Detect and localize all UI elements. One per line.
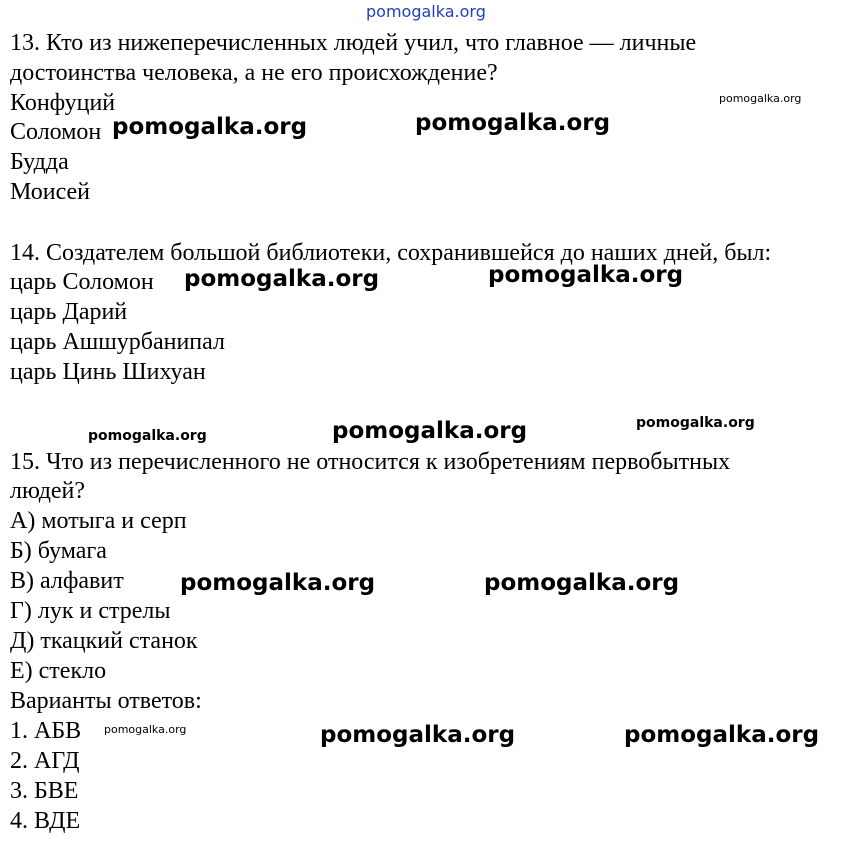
watermark: pomogalka.org	[112, 114, 308, 140]
answer-choice: 3. БВЕ	[10, 778, 79, 804]
question-15-option: Б) бумага	[10, 538, 107, 564]
question-13-option: Конфуций	[10, 90, 116, 116]
question-13-option: Будда	[10, 149, 69, 175]
question-15-option: В) алфавит	[10, 568, 124, 594]
question-15-option: Г) лук и стрелы	[10, 598, 171, 624]
question-14-option: царь Дарий	[10, 299, 128, 325]
question-15-option: Д) ткацкий станок	[10, 628, 198, 654]
watermark: pomogalka.org	[636, 415, 755, 431]
question-13-option: Моисей	[10, 179, 91, 205]
watermark: pomogalka.org	[180, 570, 376, 596]
question-13-text-line-2: достоинства человека, а не его происхождение?	[10, 60, 498, 86]
watermark: pomogalka.org	[320, 722, 516, 748]
question-15-text-line-1: 15. Что из перечисленного не относится к изобретениям первобытных	[10, 449, 731, 475]
watermark: pomogalka.org	[184, 266, 380, 292]
watermark: pomogalka.org	[366, 2, 486, 21]
watermark: pomogalka.org	[332, 418, 528, 444]
question-13-option: Соломон	[10, 119, 102, 145]
watermark: pomogalka.org	[484, 570, 680, 596]
watermark: pomogalka.org	[415, 110, 611, 136]
question-15-option: Е) стекло	[10, 658, 107, 684]
question-14-text-line-1: 14. Создателем большой библиотеки, сохранившейся до наших дней, был:	[10, 240, 772, 266]
question-15-text-line-2: людей?	[10, 478, 86, 504]
answers-heading: Варианты ответов:	[10, 688, 202, 714]
watermark: pomogalka.org	[88, 428, 207, 444]
watermark: pomogalka.org	[624, 722, 820, 748]
question-14-option: царь Цинь Шихуан	[10, 359, 206, 385]
question-15-option: А) мотыга и серп	[10, 508, 187, 534]
question-14-option: царь Соломон	[10, 269, 154, 295]
answer-choice: 1. АБВ	[10, 718, 82, 744]
answer-choice: 4. ВДЕ	[10, 808, 81, 834]
question-14-option: царь Ашшурбанипал	[10, 329, 225, 355]
watermark: pomogalka.org	[488, 262, 684, 288]
answer-choice: 2. АГД	[10, 748, 80, 774]
watermark: pomogalka.org	[104, 723, 187, 736]
question-13-text-line-1: 13. Кто из нижеперечисленных людей учил, что главное — личные	[10, 30, 697, 56]
watermark: pomogalka.org	[719, 92, 802, 105]
